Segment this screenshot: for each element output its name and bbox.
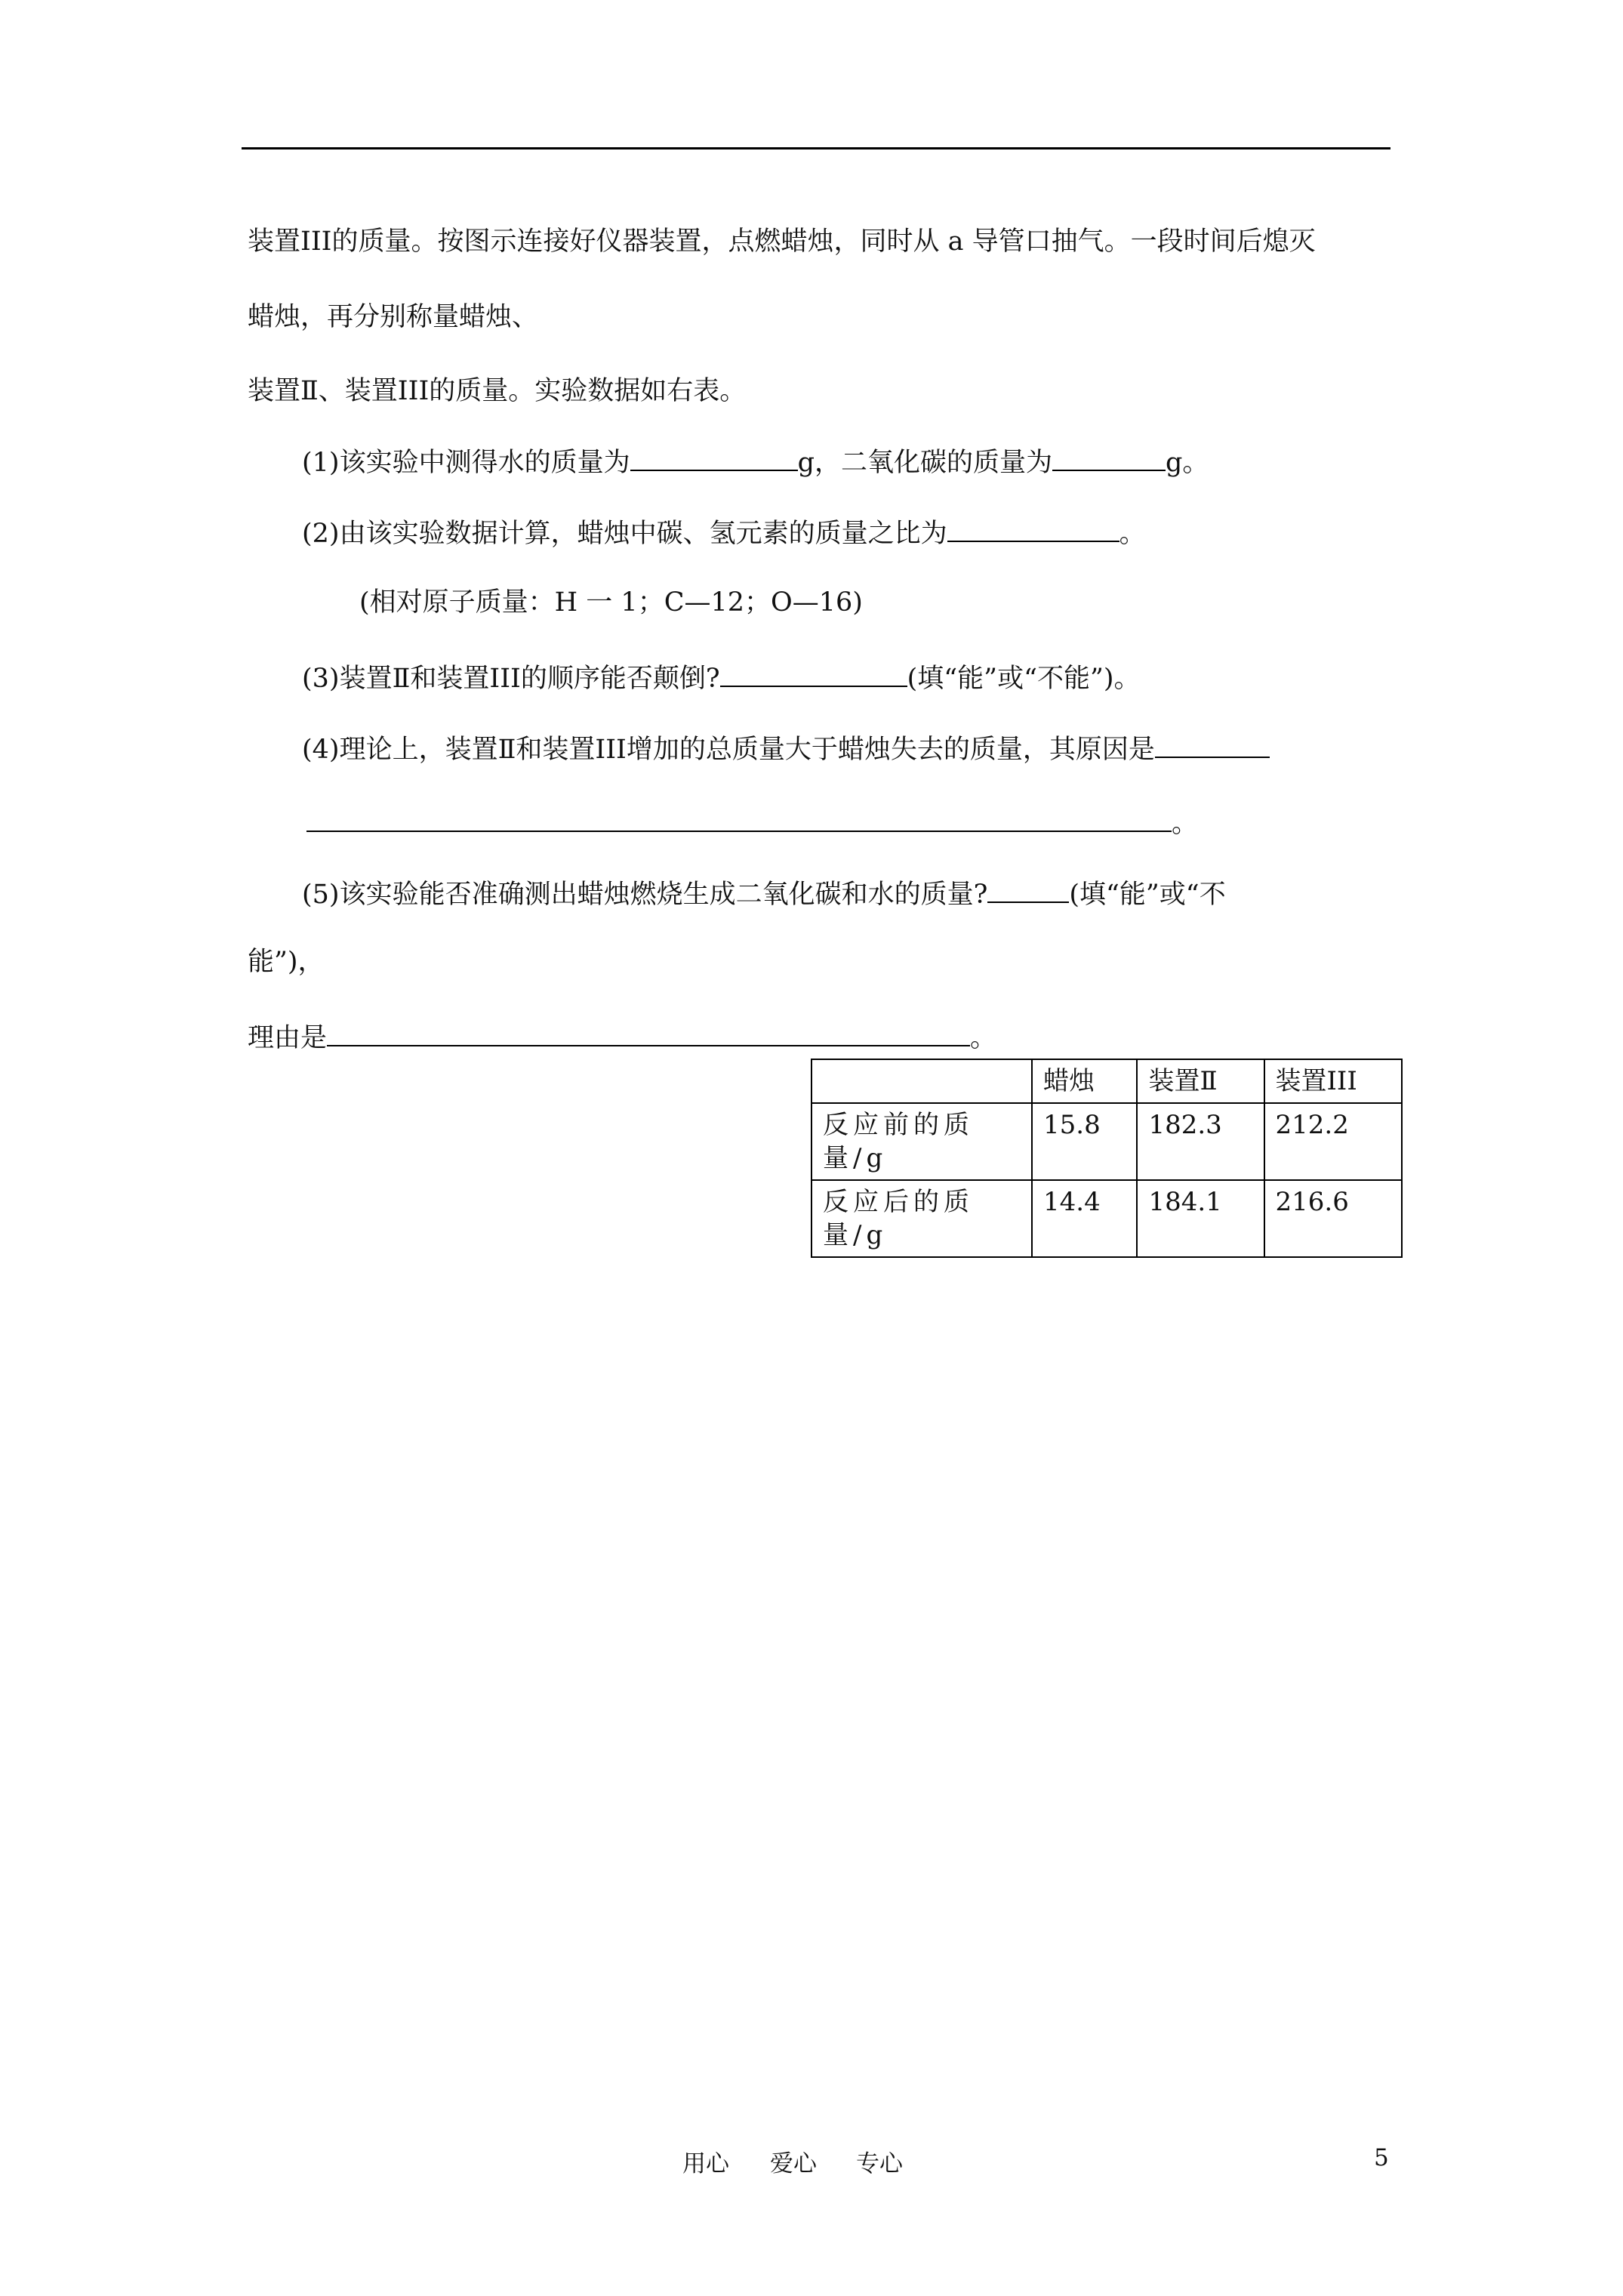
- q4-answer-blank-start[interactable]: [1155, 729, 1270, 758]
- question-3: [302, 658, 1141, 695]
- question-5-continued: 能”)，: [248, 947, 325, 977]
- footer-motto-1: 用心: [682, 2150, 729, 2177]
- atomic-mass-note: (相对原子质量：H 一 1；C—12；O—16): [359, 587, 863, 618]
- table-cell: 216.6: [1264, 1180, 1403, 1257]
- q1-water-blank[interactable]: [630, 442, 798, 471]
- footer-motto-2: 爱心: [770, 2150, 817, 2177]
- table-cell: 14.4: [1032, 1180, 1137, 1257]
- question-4-continued: [306, 803, 1198, 840]
- table-row-label: 反应后的质量/g: [812, 1180, 1032, 1257]
- question-2: [302, 513, 1146, 550]
- q5-text-b: (填“能”或“不: [1069, 880, 1226, 910]
- q1-co2-blank[interactable]: [1052, 442, 1166, 471]
- q5-text-e: 。: [970, 1023, 997, 1053]
- q5-answer-blank[interactable]: [987, 874, 1069, 903]
- question-5-reason: [248, 1018, 996, 1055]
- q1-text-b: g，二氧化碳的质量为: [797, 448, 1052, 478]
- question-4: [302, 729, 1270, 766]
- q1-text-a: (1)该实验中测得水的质量为: [302, 448, 630, 478]
- table-header-cell: 装置Ⅱ: [1137, 1059, 1264, 1103]
- table-header-cell: 装置III: [1264, 1059, 1403, 1103]
- table-header-row: [812, 1059, 1402, 1103]
- table-header-cell: [812, 1059, 1032, 1103]
- q1-text-c: g。: [1166, 448, 1209, 478]
- q4-answer-blank-line[interactable]: [306, 803, 1172, 832]
- q5-reason-blank[interactable]: [327, 1018, 970, 1046]
- table-row-label: 反应前的质量/g: [812, 1103, 1032, 1180]
- question-1: [302, 442, 1209, 479]
- q2-ratio-blank[interactable]: [947, 513, 1119, 542]
- q3-text-a: (3)装置Ⅱ和装置III的顺序能否颠倒?: [302, 664, 720, 694]
- table-cell: 184.1: [1137, 1180, 1264, 1257]
- question-5: [302, 874, 1226, 911]
- experiment-data-table: [811, 1059, 1403, 1258]
- header-rule: [242, 147, 1390, 149]
- table-row: [812, 1103, 1402, 1180]
- q4-text-a: (4)理论上，装置Ⅱ和装置III增加的总质量大于蜡烛失去的质量，其原因是: [302, 735, 1155, 765]
- q3-text-b: (填“能”或“不能”)。: [907, 664, 1141, 694]
- q2-text-b: 。: [1119, 519, 1146, 549]
- paragraph-line-1: 装置III的质量。按图示连接好仪器装置，点燃蜡烛，同时从 a 导管口抽气。一段时间后熄灭: [248, 227, 1316, 257]
- table-cell: 182.3: [1137, 1103, 1264, 1180]
- table-row: [812, 1180, 1402, 1257]
- paragraph-line-2: 蜡烛，再分别称量蜡烛、: [248, 302, 539, 332]
- q5-reason-label: 理由是: [248, 1023, 328, 1053]
- paragraph-line-3: 装置Ⅱ、装置III的质量。实验数据如右表。: [248, 376, 747, 406]
- q4-text-b: 。: [1172, 809, 1199, 839]
- table-header-cell: 蜡烛: [1032, 1059, 1137, 1103]
- table-cell: 15.8: [1032, 1103, 1137, 1180]
- q3-answer-blank[interactable]: [720, 658, 907, 687]
- table-cell: 212.2: [1264, 1103, 1403, 1180]
- footer-motto-3: 专心: [856, 2150, 903, 2177]
- q2-text-a: (2)由该实验数据计算，蜡烛中碳、氢元素的质量之比为: [302, 519, 947, 549]
- page-number: 5: [1374, 2144, 1389, 2171]
- q5-text-a: (5)该实验能否准确测出蜡烛燃烧生成二氧化碳和水的质量?: [302, 880, 988, 910]
